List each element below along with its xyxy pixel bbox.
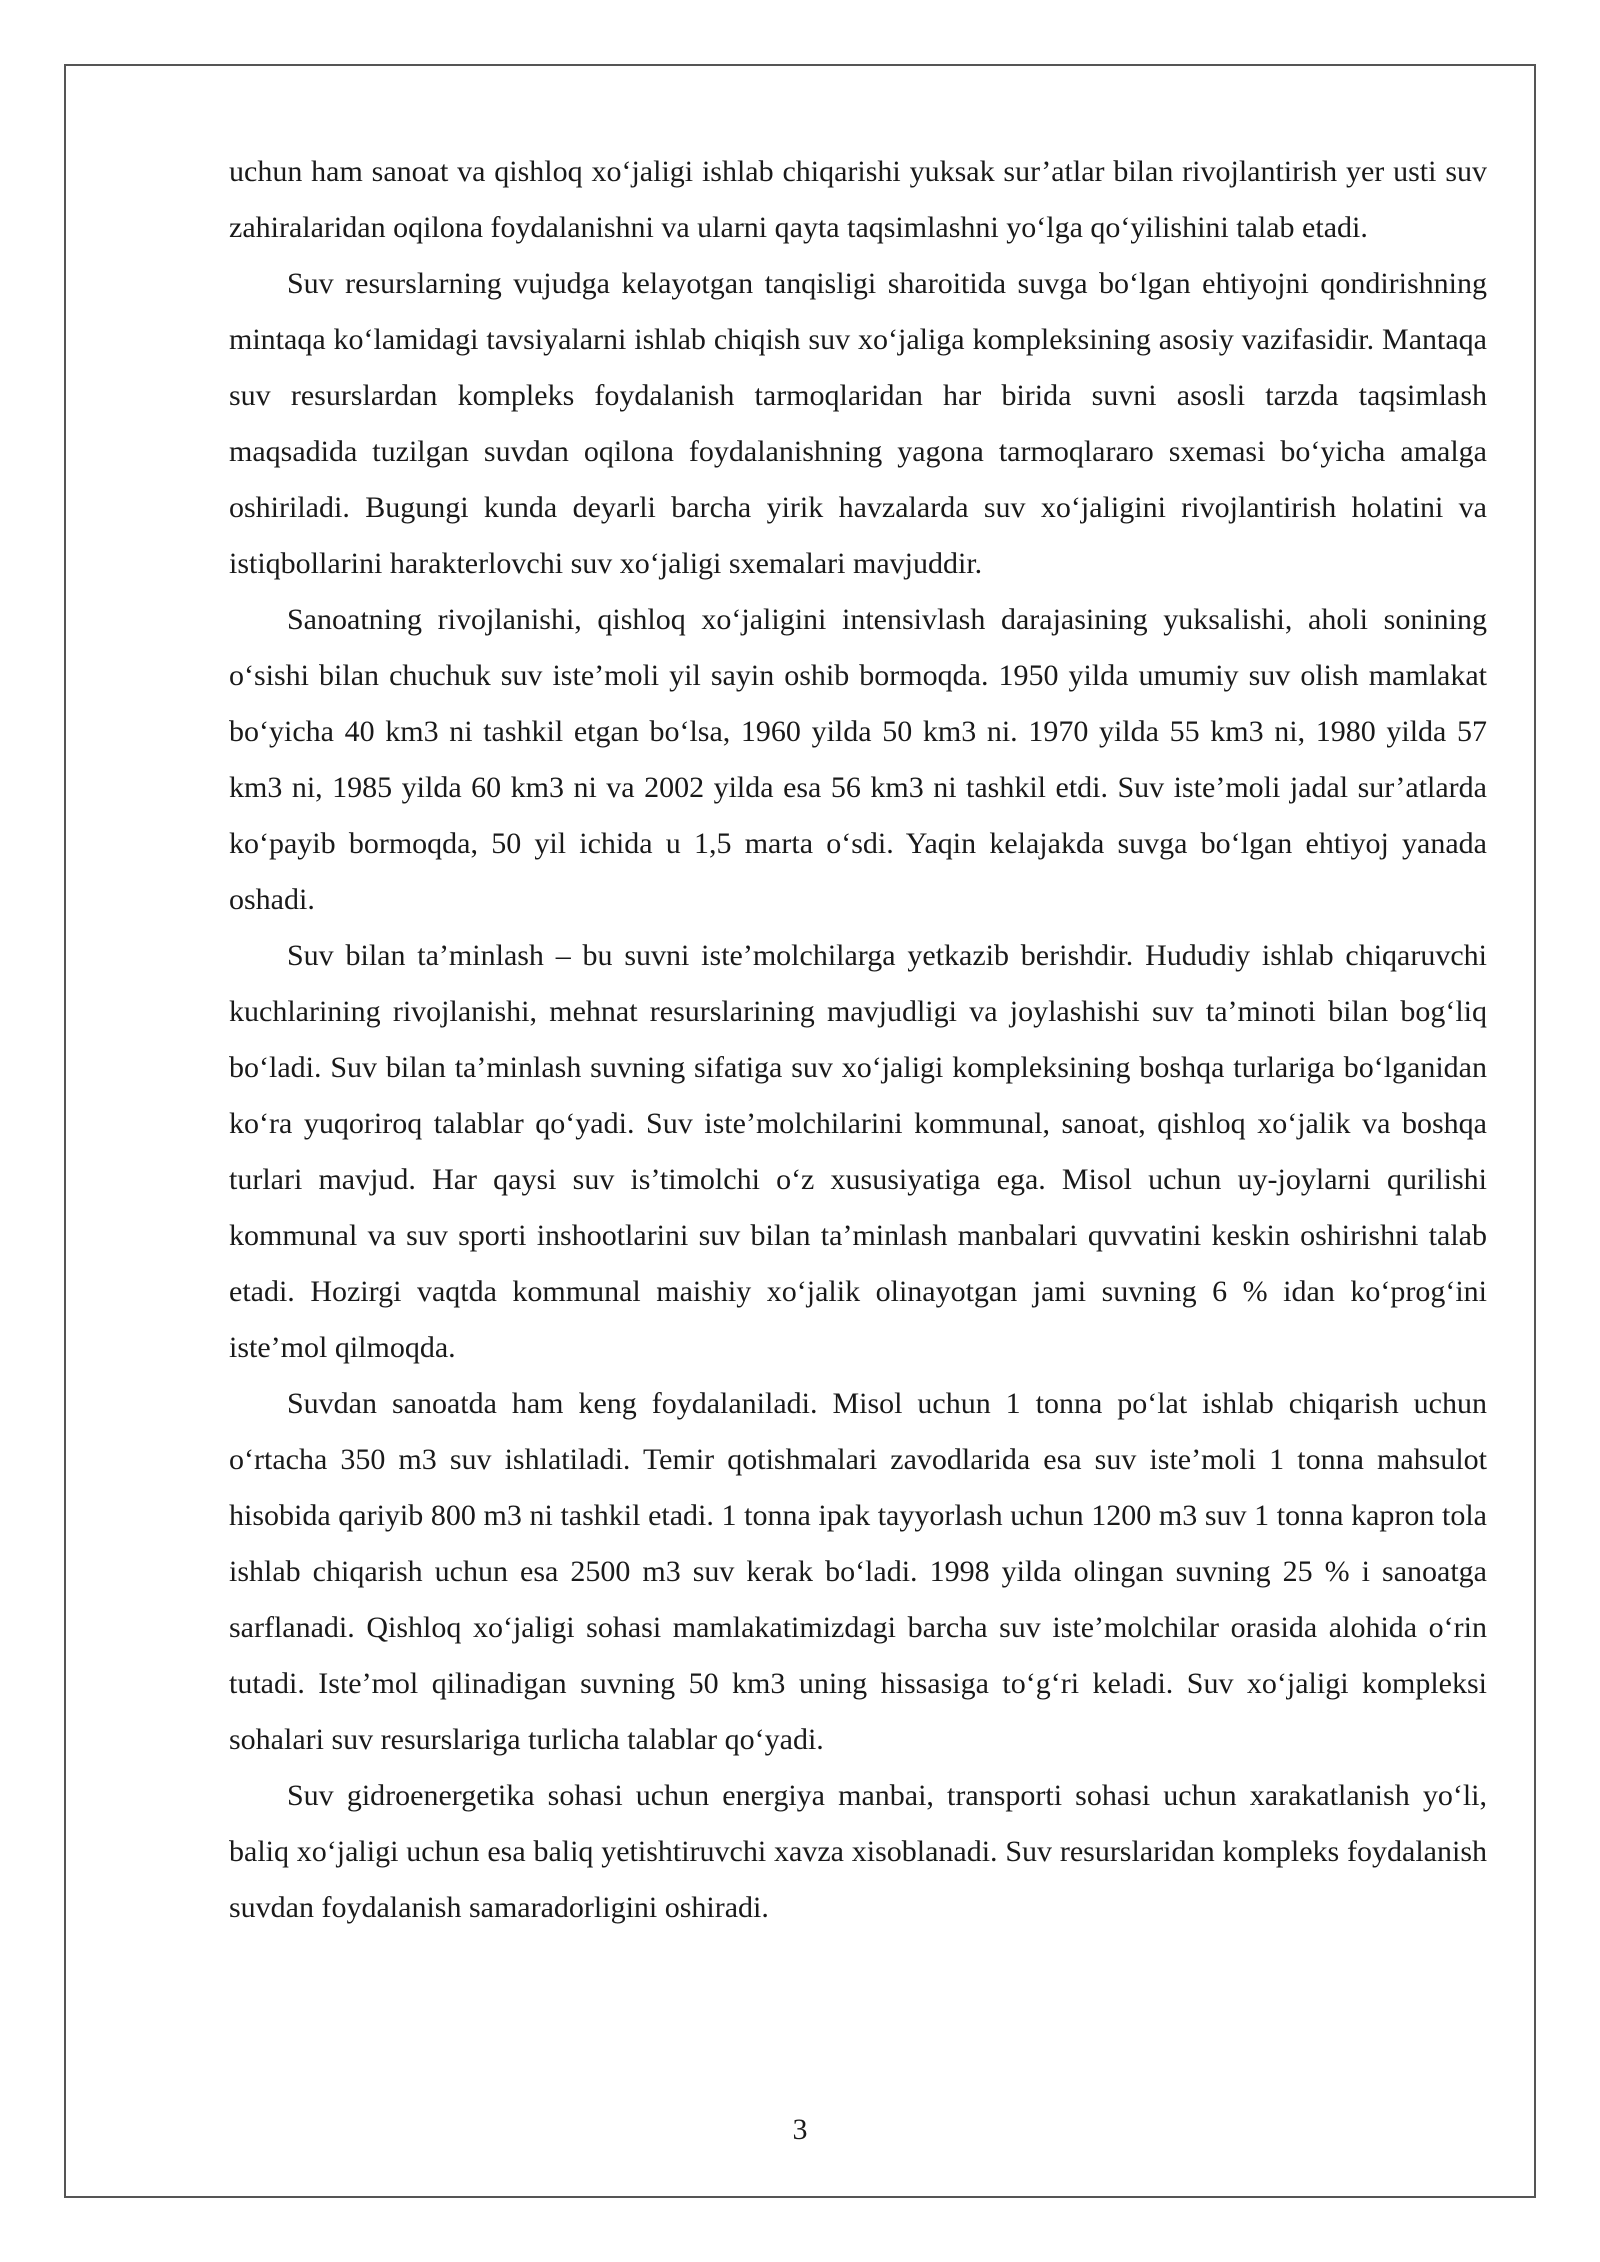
paragraph-water-supply: Suv bilan ta’minlash – bu suvni iste’molchilarga yetkazib berishdir. Hududiy ishlab chiqaruvchi kuchlarining rivojlanishi, mehnat resurslarining mavjudligi va joylashishi suv ta’minoti bilan bog‘liq bo‘ladi. Suv bilan ta’minlash suvning sifatiga suv xo‘jaligi kompleksining boshqa turlariga bo‘lganidan ko‘ra yuqoriroq talablar qo‘yadi. Suv iste’molchilarini kommunal, sanoat, qishloq xo‘jalik va boshqa turlari mavjud. Har qaysi suv is’timolchi o‘z xususiyatiga ega. Misol uchun uy-joylarni qurilishi kommunal va suv sporti inshootlarini suv bilan ta’minlash manbalari quvvatini keskin oshirishni talab etadi. Hozirgi vaqtda kommunal maishiy xo‘jalik olinayotgan jami suvning 6 % idan ko‘prog‘ini iste’mol qilmoqda. (229, 939, 1487, 1364)
page-number: 3 (792, 2113, 808, 2146)
paragraph-industrial-usage: Suvdan sanoatda ham keng foydalaniladi. Misol uchun 1 tonna po‘lat ishlab chiqarish uchun o‘rtacha 350 m3 suv ishlatiladi. Temir qotishmalari zavodlarida esa suv iste’moli 1 tonna mahsulot hisobida qariyib 800 m3 ni tashkil etadi. 1 tonna ipak tayyorlash uchun 1200 m3 suv 1 tonna kapron tola ishlab chiqarish uchun esa 2500 m3 suv kerak bo‘ladi. 1998 yilda olingan suvning 25 % i sanoatga sarflanadi. Qishloq xo‘jaligi sohasi mamlakatimizdagi barcha suv iste’molchilar orasida alohida o‘rin tutadi. Iste’mol qilinadigan suvning 50 km3 uning hissasiga to‘g‘ri keladi. Suv xo‘jaligi kompleksi sohalari suv resurslariga turlicha talablar qo‘yadi. (229, 1387, 1487, 1756)
paragraph-industry-development: Sanoatning rivojlanishi, qishloq xo‘jaligini intensivlash darajasining yuksalishi, aholi sonining o‘sishi bilan chuchuk suv iste’moli yil sayin oshib bormoqda. 1950 yilda umumiy suv olish mamlakat bo‘yicha 40 km3 ni tashkil etgan bo‘lsa, 1960 yilda 50 km3 ni. 1970 yilda 55 km3 ni, 1980 yilda 57 km3 ni, 1985 yilda 60 km3 ni va 2002 yilda esa 56 km3 ni tashkil etdi. Suv iste’moli jadal sur’atlarda ko‘payib bormoqda, 50 yil ichida u 1,5 marta o‘sdi. Yaqin kelajakda suvga bo‘lgan ehtiyoj yanada oshadi. (229, 603, 1487, 916)
paragraph-continuation: uchun ham sanoat va qishloq xo‘jaligi ishlab chiqarishi yuksak sur’atlar bilan rivojlantirish yer usti suv zahiralaridan oqilona foydalanishni va ularni qayta taqsimlashni yo‘lga qo‘yilishini talab etadi. (229, 155, 1487, 244)
paragraph-water-shortage: Suv resurslarning vujudga kelayotgan tanqisligi sharoitida suvga bo‘lgan ehtiyojni qondirishning mintaqa ko‘lamidagi tavsiyalarni ishlab chiqish suv xo‘jaliga kompleksining asosiy vazifasidir. Mantaqa suv resurslardan kompleks foydalanish tarmoqlaridan har birida suvni asosli tarzda taqsimlash maqsadida tuzilgan suvdan oqilona foydalanishning yagona tarmoqlararo sxemasi bo‘yicha amalga oshiriladi. Bugungi kunda deyarli barcha yirik havzalarda suv xo‘jaligini rivojlantirish holatini va istiqbollarini harakterlovchi suv xo‘jaligi sxemalari mavjuddir. (229, 267, 1487, 580)
document-body (229, 144, 1487, 1936)
paragraph-hydroenergy: Suv gidroenergetika sohasi uchun energiya manbai, transporti sohasi uchun xarakatlanish yo‘li, baliq xo‘jaligi uchun esa baliq yetishtiruvchi xavza xisoblanadi. Suv resurslaridan kompleks foydalanish suvdan foydalanish samaradorligini oshiradi. (229, 1779, 1487, 1924)
